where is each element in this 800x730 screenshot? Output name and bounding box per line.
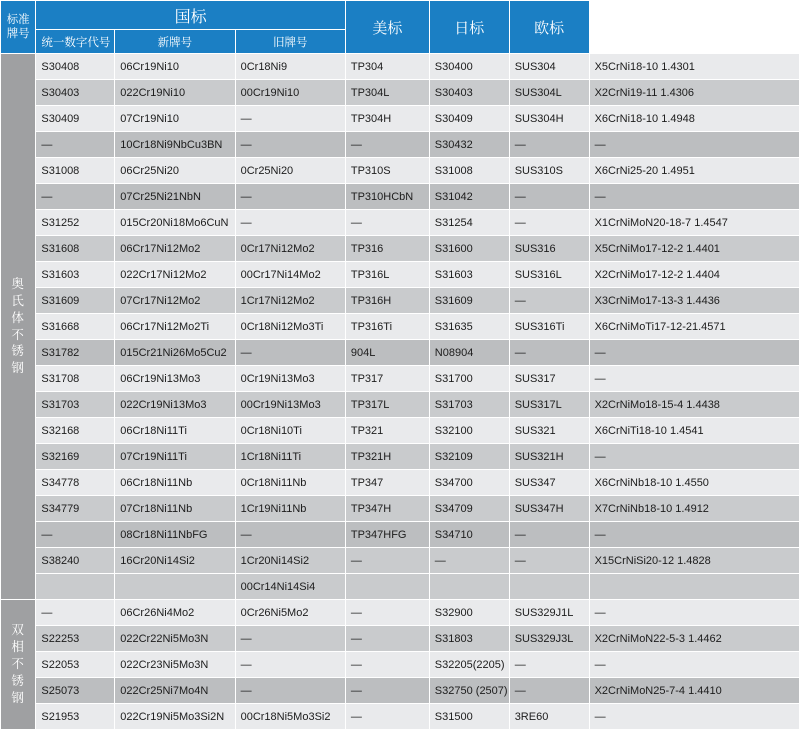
section-label-char: 相 xyxy=(11,640,25,655)
table-cell: 07Cr18Ni11Nb xyxy=(115,496,234,521)
table-cell: 0Cr17Ni12Mo2 xyxy=(236,236,345,261)
table-cell: 06Cr26Ni4Mo2 xyxy=(115,600,234,625)
table-cell: S34709 xyxy=(430,496,509,521)
table-cell: 07Cr17Ni12Mo2 xyxy=(115,288,234,313)
table-cell: — xyxy=(510,288,589,313)
table-cell: S34710 xyxy=(430,522,509,547)
table-cell: — xyxy=(590,704,799,729)
table-cell: 06Cr18Ni11Ti xyxy=(115,418,234,443)
table-cell: S31703 xyxy=(36,392,114,417)
table-cell: S31803 xyxy=(430,626,509,651)
table-cell: 06Cr25Ni20 xyxy=(115,158,234,183)
table-cell: 00Cr18Ni5Mo3Si2 xyxy=(236,704,345,729)
section-label-duplex xyxy=(1,600,35,729)
table-cell: TP321H xyxy=(346,444,429,469)
table-cell: — xyxy=(510,522,589,547)
table-cell: S31609 xyxy=(430,288,509,313)
header-group-guobiao: 国标 xyxy=(36,1,344,29)
table-cell: — xyxy=(236,522,345,547)
table-cell: S22253 xyxy=(36,626,114,651)
table-cell: — xyxy=(236,132,345,157)
table-cell: 022Cr25Ni7Mo4N xyxy=(115,678,234,703)
table-cell: 022Cr17Ni12Mo2 xyxy=(115,262,234,287)
table-cell: S32168 xyxy=(36,418,114,443)
table-cell: 08Cr18Ni11NbFG xyxy=(115,522,234,547)
table-row xyxy=(1,366,799,391)
table-cell: S31782 xyxy=(36,340,114,365)
table-cell: S30400 xyxy=(430,54,509,79)
table-row xyxy=(1,80,799,105)
table-cell: 1Cr17Ni12Mo2 xyxy=(236,288,345,313)
table-cell: S31500 xyxy=(430,704,509,729)
table-cell: 00Cr17Ni14Mo2 xyxy=(236,262,345,287)
header-group-ribiao: 日标 xyxy=(430,1,509,53)
table-cell: S31700 xyxy=(430,366,509,391)
table-cell: X2CrNiMoN25-7-4 1.4410 xyxy=(590,678,799,703)
table-cell: S38240 xyxy=(36,548,114,573)
table-cell xyxy=(590,574,799,599)
table-cell: SUS316L xyxy=(510,262,589,287)
table-cell: TP347 xyxy=(346,470,429,495)
table-cell: — xyxy=(430,548,509,573)
table-cell: SUS317 xyxy=(510,366,589,391)
table-cell: S31254 xyxy=(430,210,509,235)
table-cell: SUS329J1L xyxy=(510,600,589,625)
table-row xyxy=(1,652,799,677)
table-cell: 16Cr20Ni14Si2 xyxy=(115,548,234,573)
header-group-oubiao: 欧标 xyxy=(510,1,589,53)
table-cell: — xyxy=(510,132,589,157)
table-row xyxy=(1,548,799,573)
table-cell: S32109 xyxy=(430,444,509,469)
table-cell xyxy=(510,574,589,599)
table-cell: — xyxy=(236,184,345,209)
table-cell: TP316 xyxy=(346,236,429,261)
table-cell: X5CrNi18-10 1.4301 xyxy=(590,54,799,79)
table-cell: — xyxy=(590,444,799,469)
table-cell: 06Cr17Ni12Mo2 xyxy=(115,236,234,261)
table-cell: X1CrNiMoN20-18-7 1.4547 xyxy=(590,210,799,235)
section-label-char: 双 xyxy=(11,623,25,638)
table-cell: TP304 xyxy=(346,54,429,79)
section-label-char: 不 xyxy=(11,657,25,672)
section-label-char: 体 xyxy=(11,310,25,325)
table-cell: S31703 xyxy=(430,392,509,417)
table-cell: S31603 xyxy=(430,262,509,287)
table-cell: 07Cr19Ni10 xyxy=(115,106,234,131)
table-cell: TP317L xyxy=(346,392,429,417)
header-corner xyxy=(1,1,35,53)
table-cell: 0Cr18Ni9 xyxy=(236,54,345,79)
table-cell: 3RE60 xyxy=(510,704,589,729)
table-body xyxy=(1,54,799,729)
section-label-char: 奥 xyxy=(11,276,25,291)
table-cell: SUS310S xyxy=(510,158,589,183)
table-cell: S34700 xyxy=(430,470,509,495)
table-cell: 06Cr17Ni12Mo2Ti xyxy=(115,314,234,339)
table-cell: S32205(2205) xyxy=(430,652,509,677)
table-cell: — xyxy=(510,340,589,365)
table-cell xyxy=(430,574,509,599)
table-cell: N08904 xyxy=(430,340,509,365)
table-cell: 06Cr18Ni11Nb xyxy=(115,470,234,495)
table-cell: 022Cr22Ni5Mo3N xyxy=(115,626,234,651)
table-cell: — xyxy=(346,652,429,677)
table-cell: — xyxy=(236,652,345,677)
section-label-austenitic xyxy=(1,54,35,599)
table-cell: 0Cr18Ni12Mo3Ti xyxy=(236,314,345,339)
table-cell: — xyxy=(236,340,345,365)
table-row xyxy=(1,704,799,729)
table-cell: TP304H xyxy=(346,106,429,131)
table-cell: S31008 xyxy=(36,158,114,183)
table-header xyxy=(1,1,799,53)
table-cell: 0Cr19Ni13Mo3 xyxy=(236,366,345,391)
table-cell: 10Cr18Ni9NbCu3BN xyxy=(115,132,234,157)
table-cell: — xyxy=(236,626,345,651)
table-cell: X3CrNiMo17-13-3 1.4436 xyxy=(590,288,799,313)
table-cell: SUS304 xyxy=(510,54,589,79)
table-cell: 904L xyxy=(346,340,429,365)
table-cell: SUS317L xyxy=(510,392,589,417)
table-cell: TP304L xyxy=(346,80,429,105)
header-sub-old-grade: 旧牌号 xyxy=(236,30,345,53)
table-cell: — xyxy=(36,600,114,625)
table-cell: 022Cr19Ni10 xyxy=(115,80,234,105)
table-cell: — xyxy=(510,184,589,209)
table-row xyxy=(1,444,799,469)
table-row xyxy=(1,314,799,339)
table-cell: S30408 xyxy=(36,54,114,79)
section-label-char: 钢 xyxy=(11,690,25,705)
table-cell: TP316H xyxy=(346,288,429,313)
table-cell: — xyxy=(346,548,429,573)
table-row xyxy=(1,132,799,157)
table-cell: TP347HFG xyxy=(346,522,429,547)
table-cell: 0Cr25Ni20 xyxy=(236,158,345,183)
table-cell: TP347H xyxy=(346,496,429,521)
table-cell: — xyxy=(590,600,799,625)
table-cell: S31668 xyxy=(36,314,114,339)
table-cell: — xyxy=(346,132,429,157)
table-cell: TP310HCbN xyxy=(346,184,429,209)
header-group-meibiao: 美标 xyxy=(346,1,429,53)
table-cell: — xyxy=(510,210,589,235)
table-cell: 0Cr18Ni11Nb xyxy=(236,470,345,495)
table-cell: S31008 xyxy=(430,158,509,183)
table-cell: X15CrNiSi20-12 1.4828 xyxy=(590,548,799,573)
table-cell: — xyxy=(36,522,114,547)
table-cell xyxy=(36,574,114,599)
table-cell: X6CrNiNb18-10 1.4550 xyxy=(590,470,799,495)
table-cell: S30403 xyxy=(430,80,509,105)
table-row xyxy=(1,236,799,261)
table-cell: X6CrNi18-10 1.4948 xyxy=(590,106,799,131)
table-cell: S31635 xyxy=(430,314,509,339)
section-label-char: 锈 xyxy=(11,673,25,688)
table-cell: 00Cr14Ni14Si4 xyxy=(236,574,345,599)
table-row xyxy=(1,54,799,79)
table-cell: 015Cr21Ni26Mo5Cu2 xyxy=(115,340,234,365)
table-cell: TP321 xyxy=(346,418,429,443)
table-row xyxy=(1,288,799,313)
table-row xyxy=(1,262,799,287)
table-cell: 0Cr18Ni10Ti xyxy=(236,418,345,443)
table-row xyxy=(1,340,799,365)
table-cell: S31600 xyxy=(430,236,509,261)
table-cell: S32169 xyxy=(36,444,114,469)
table-cell: S32900 xyxy=(430,600,509,625)
table-cell: — xyxy=(510,678,589,703)
table-cell: X6CrNi25-20 1.4951 xyxy=(590,158,799,183)
table-cell: — xyxy=(590,340,799,365)
table-cell: 00Cr19Ni13Mo3 xyxy=(236,392,345,417)
table-cell: 1Cr19Ni11Nb xyxy=(236,496,345,521)
table-cell: SUS347H xyxy=(510,496,589,521)
header-sub-new-grade: 新牌号 xyxy=(115,30,234,53)
header-sub-unified-code: 统一数字代号 xyxy=(36,30,114,53)
table-cell: TP310S xyxy=(346,158,429,183)
table-cell: 07Cr19Ni11Ti xyxy=(115,444,234,469)
table-cell: S30409 xyxy=(36,106,114,131)
table-row xyxy=(1,158,799,183)
section-label-char: 锈 xyxy=(11,344,25,359)
table-cell: X2CrNiMo17-12-2 1.4404 xyxy=(590,262,799,287)
table-cell: — xyxy=(590,184,799,209)
table-cell: SUS321 xyxy=(510,418,589,443)
table-cell: X7CrNiNb18-10 1.4912 xyxy=(590,496,799,521)
table-cell: 06Cr19Ni13Mo3 xyxy=(115,366,234,391)
table-cell: 00Cr19Ni10 xyxy=(236,80,345,105)
table-row xyxy=(1,210,799,235)
table-cell: — xyxy=(36,132,114,157)
table-cell: S31603 xyxy=(36,262,114,287)
table-cell: — xyxy=(346,210,429,235)
table-cell: — xyxy=(236,210,345,235)
table-cell: S21953 xyxy=(36,704,114,729)
table-cell: 022Cr23Ni5Mo3N xyxy=(115,652,234,677)
table-row xyxy=(1,392,799,417)
table-cell: 06Cr19Ni10 xyxy=(115,54,234,79)
section-label-char: 钢 xyxy=(11,361,25,376)
table-cell xyxy=(346,574,429,599)
table-cell: S34779 xyxy=(36,496,114,521)
table-row xyxy=(1,600,799,625)
table-cell: S31708 xyxy=(36,366,114,391)
table-cell: S30409 xyxy=(430,106,509,131)
table-cell: — xyxy=(346,704,429,729)
table-cell: TP316Ti xyxy=(346,314,429,339)
table-row xyxy=(1,574,799,599)
table-row xyxy=(1,496,799,521)
table-cell: X5CrNiMo17-12-2 1.4401 xyxy=(590,236,799,261)
table-cell: S30403 xyxy=(36,80,114,105)
table-cell: 07Cr25Ni21NbN xyxy=(115,184,234,209)
table-row xyxy=(1,626,799,651)
table-cell: SUS347 xyxy=(510,470,589,495)
table-cell: 0Cr26Ni5Mo2 xyxy=(236,600,345,625)
table-cell: X2CrNiMoN22-5-3 1.4462 xyxy=(590,626,799,651)
table-cell: — xyxy=(590,652,799,677)
table-cell: X6CrNiTi18-10 1.4541 xyxy=(590,418,799,443)
table-cell: SUS321H xyxy=(510,444,589,469)
header-row-groups xyxy=(1,1,799,29)
table-cell: — xyxy=(590,522,799,547)
table-cell: S31252 xyxy=(36,210,114,235)
table-cell: S31042 xyxy=(430,184,509,209)
table-cell: S32100 xyxy=(430,418,509,443)
table-row xyxy=(1,522,799,547)
table-cell xyxy=(115,574,234,599)
header-corner-line2: 牌号 xyxy=(6,28,30,40)
table-cell: TP317 xyxy=(346,366,429,391)
table-cell: X6CrNiMoTi17-12-21.4571 xyxy=(590,314,799,339)
table-cell: — xyxy=(236,678,345,703)
table-row xyxy=(1,106,799,131)
table-cell: — xyxy=(510,652,589,677)
table-cell: S34778 xyxy=(36,470,114,495)
table-cell: — xyxy=(346,600,429,625)
table-cell: S31608 xyxy=(36,236,114,261)
table-cell: — xyxy=(236,106,345,131)
table-cell: SUS316 xyxy=(510,236,589,261)
table-cell: — xyxy=(590,366,799,391)
table-cell: 1Cr18Ni11Ti xyxy=(236,444,345,469)
table-row xyxy=(1,678,799,703)
table-cell: 022Cr19Ni13Mo3 xyxy=(115,392,234,417)
table-cell: X2CrNiMo18-15-4 1.4438 xyxy=(590,392,799,417)
table-cell: — xyxy=(346,626,429,651)
table-cell: TP316L xyxy=(346,262,429,287)
table-cell: 022Cr19Ni5Mo3Si2N xyxy=(115,704,234,729)
table-row xyxy=(1,184,799,209)
table-cell: — xyxy=(346,678,429,703)
section-label-char: 氏 xyxy=(11,293,25,308)
header-corner-line1: 标准 xyxy=(6,13,30,26)
table-cell: S32750 (2507) xyxy=(430,678,509,703)
table-cell: SUS304L xyxy=(510,80,589,105)
table-cell: S25073 xyxy=(36,678,114,703)
table-cell: S30432 xyxy=(430,132,509,157)
table-cell: 1Cr20Ni14Si2 xyxy=(236,548,345,573)
table-cell: SUS329J3L xyxy=(510,626,589,651)
table-cell: SUS316Ti xyxy=(510,314,589,339)
table-cell: X2CrNi19-11 1.4306 xyxy=(590,80,799,105)
table-cell: — xyxy=(590,132,799,157)
table-cell: 015Cr20Ni18Mo6CuN xyxy=(115,210,234,235)
table-cell: S22053 xyxy=(36,652,114,677)
table-row xyxy=(1,470,799,495)
table-cell: — xyxy=(36,184,114,209)
table-row xyxy=(1,418,799,443)
section-label-char: 不 xyxy=(11,327,25,342)
table-cell: — xyxy=(510,548,589,573)
table-cell: S31609 xyxy=(36,288,114,313)
table-cell: SUS304H xyxy=(510,106,589,131)
